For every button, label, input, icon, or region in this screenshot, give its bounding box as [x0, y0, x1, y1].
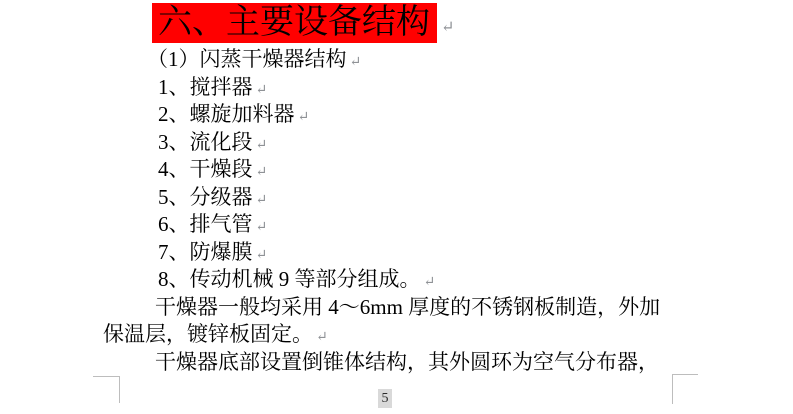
paragraph-mark-icon: ↵ [316, 330, 328, 345]
text-line [103, 211, 723, 239]
text-line [103, 239, 723, 267]
line-text: 保温层，镀锌板固定。 [103, 322, 313, 346]
line-text: 8、传动机械 9 等部分组成。 [158, 267, 421, 291]
title-highlight-block [152, 3, 437, 43]
line-text: 干燥器底部设置倒锥体结构，其外圆环为空气分布器， [155, 349, 659, 374]
line-text: 干燥器一般均采用 4～6mm 厚度的不锈钢板制造，外加 [155, 294, 661, 319]
line-text: 1、搅拌器 [158, 74, 253, 99]
line-text: 6、排气管 [158, 212, 253, 236]
paragraph-mark-icon: ↵ [441, 19, 455, 36]
paragraph-mark-icon: ↵ [255, 247, 268, 263]
crop-mark-bottom-right-icon [672, 374, 698, 404]
text-line [103, 349, 723, 377]
paragraph-mark-icon: ↵ [349, 55, 362, 70]
page-title: 六、主要设备结构 [158, 4, 430, 41]
text-line [103, 129, 723, 157]
page-number-field: 5 [378, 389, 392, 408]
line-text: 7、防爆膜 [158, 239, 253, 264]
text-line [103, 46, 723, 74]
line-text: 4、干燥段 [158, 157, 253, 181]
text-line [103, 156, 723, 184]
paragraph-mark-icon: ↵ [255, 220, 268, 235]
line-text: 2、螺旋加料器 [158, 102, 295, 126]
line-text: （1）闪蒸干燥器结构 [147, 47, 347, 71]
paragraph-mark-icon: ↵ [423, 275, 436, 290]
text-line [103, 184, 723, 212]
text-line [103, 321, 723, 349]
paragraph-mark-icon: ↵ [255, 137, 268, 153]
paragraph-mark-icon: ↵ [297, 110, 310, 125]
line-text: 3、流化段 [158, 129, 253, 154]
text-line [103, 101, 723, 129]
text-line [103, 294, 723, 322]
text-line [103, 74, 723, 102]
crop-mark-bottom-left-icon [93, 376, 120, 403]
document-body [103, 46, 723, 376]
paragraph-mark-icon: ↵ [255, 192, 268, 208]
line-text: 5、分级器 [158, 184, 253, 209]
paragraph-mark-icon: ↵ [255, 165, 268, 180]
text-line [103, 266, 723, 294]
paragraph-mark-icon: ↵ [255, 82, 268, 98]
